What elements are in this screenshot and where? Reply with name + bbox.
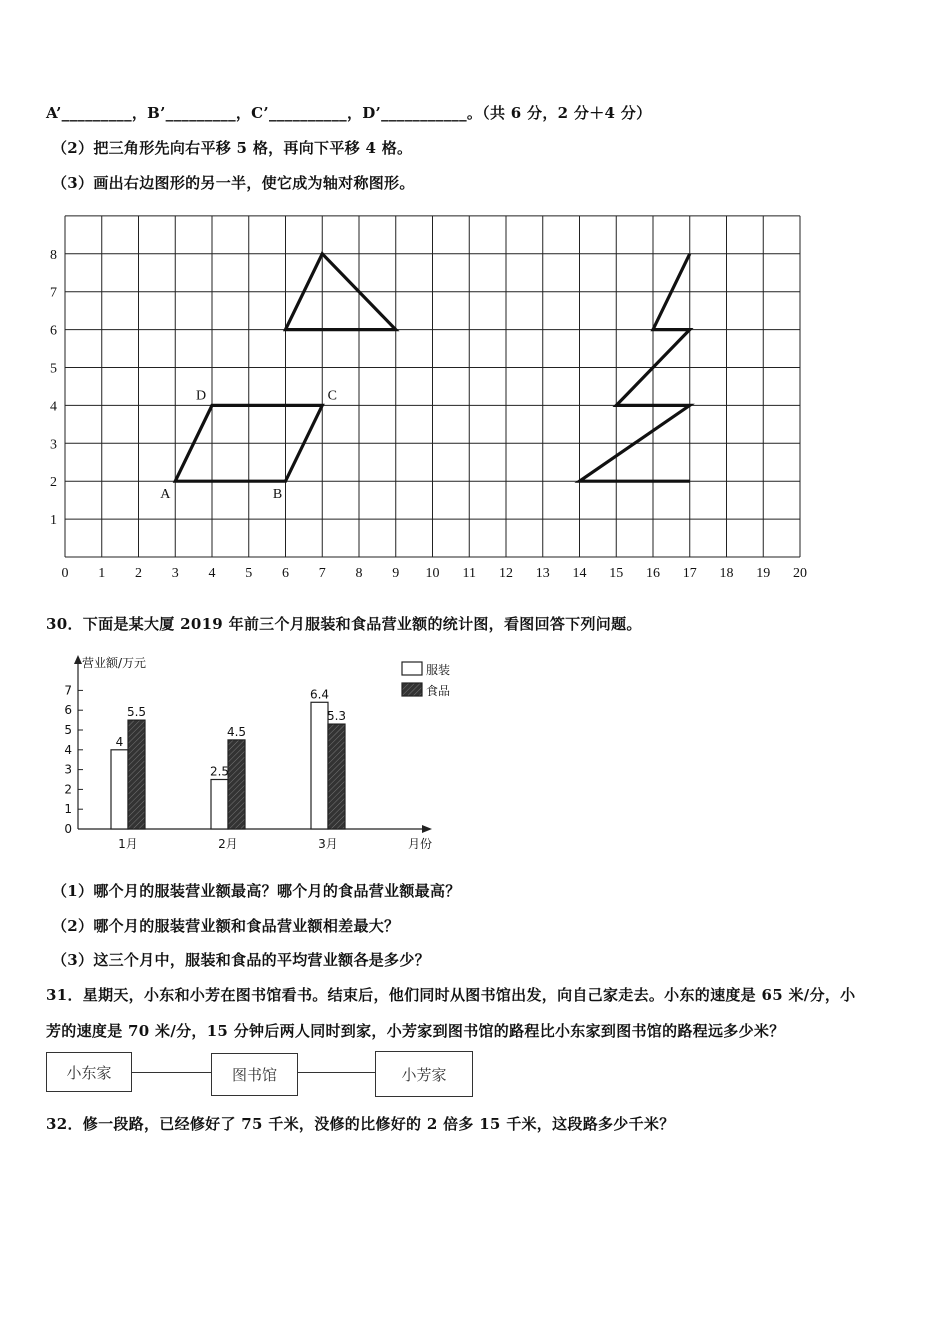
- y-tick-label: 2: [64, 782, 72, 797]
- q31-line1: 31．星期天，小东和小芳在图书馆看书。结束后，他们同时从图书馆出发，向自己家走去。小东的速度是 65 米/分，小: [46, 986, 856, 1004]
- x-tick-label: 6: [282, 566, 289, 581]
- x-axis-label: 月份: [408, 837, 433, 851]
- bar-label-food: 5.3: [326, 709, 347, 724]
- y-tick-label: 2: [50, 475, 57, 491]
- bar-clothing: [111, 750, 128, 829]
- y-tick-label: 6: [50, 323, 57, 339]
- legend-label-food: 食品: [426, 684, 451, 698]
- point-label-d: D: [195, 388, 207, 404]
- q32-line: 32．修一段路，已经修好了 75 千米，没修的比修好的 2 倍多 15 千米，这段路多少千米？: [46, 1115, 675, 1133]
- x-tick-label: 1: [98, 566, 106, 581]
- q30-sub3: （3）这三个月中，服装和食品的平均营业额各是多少？: [52, 951, 430, 969]
- bar-label-clothing: 4: [115, 734, 124, 749]
- y-tick-label: 7: [64, 683, 72, 698]
- y-tick-label: 1: [64, 802, 72, 817]
- x-tick-label: 18: [719, 566, 734, 581]
- y-tick-label: 4: [50, 399, 57, 415]
- bar-clothing: [211, 780, 228, 830]
- x-tick-label: 13: [535, 566, 550, 581]
- category-label: 1月: [118, 837, 138, 851]
- y-tick-label: 7: [50, 285, 57, 301]
- y-tick-label: 1: [50, 513, 57, 529]
- x-tick-label: 10: [425, 566, 440, 581]
- point-label-a: A: [160, 487, 171, 503]
- q30-sub1: （1）哪个月的服装营业额最高？哪个月的食品营业额最高？: [52, 882, 461, 900]
- legend-label-clothing: 服装: [426, 663, 451, 677]
- category-label: 3月: [318, 837, 338, 851]
- bar-label-food: 5.5: [126, 705, 147, 720]
- x-tick-label: 0: [61, 566, 69, 581]
- legend-swatch-food: [402, 683, 422, 696]
- y-tick-label: 4: [64, 742, 72, 757]
- x-tick-label: 2: [135, 566, 142, 581]
- q30-title: 30．下面是某大厦 2019 年前三个月服装和食品营业额的统计图，看图回答下列问题。: [46, 615, 642, 633]
- x-tick-label: 4: [208, 566, 216, 581]
- x-tick-label: 5: [245, 566, 253, 581]
- y-tick-label: 5: [50, 361, 57, 377]
- y-tick-label: 3: [64, 762, 72, 777]
- bar-label-food: 4.5: [226, 724, 247, 739]
- q30-sub2: （2）哪个月的服装营业额和食品营业额相差最大？: [52, 917, 400, 935]
- bar-clothing: [311, 702, 328, 829]
- q29-sub3: （3）画出右边图形的另一半，使它成为轴对称图形。: [52, 174, 415, 192]
- category-label: 2月: [218, 837, 238, 851]
- x-tick-label: 17: [682, 566, 697, 581]
- x-tick-label: 19: [756, 566, 771, 581]
- q29-answer-line: A’_________，B’_________，C’__________，D’___________。（共 6 分，2 分＋4 分）: [46, 104, 652, 122]
- route-connector-2: [296, 1072, 376, 1073]
- q31-line2: 芳的速度是 70 米/分，15 分钟后两人同时到家，小芳家到图书馆的路程比小东家到图书馆的路程远多少米？: [46, 1022, 785, 1040]
- x-tick-label: 3: [171, 566, 179, 581]
- x-tick-label: 11: [462, 566, 476, 581]
- x-tick-label: 14: [572, 566, 587, 581]
- bar-label-clothing: 2.5: [209, 764, 230, 779]
- q29-sub2: （2）把三角形先向右平移 5 格，再向下平移 4 格。: [52, 139, 413, 157]
- x-tick-label: 16: [646, 566, 660, 581]
- bar-food: [128, 720, 145, 829]
- point-label-b: B: [272, 487, 283, 503]
- y-axis-arrow: [74, 655, 82, 664]
- legend-swatch-clothing: [402, 662, 422, 675]
- point-label-c: C: [327, 388, 337, 404]
- xiaodong-home-box: 小东家: [46, 1052, 132, 1092]
- xiaofang-home-box: 小芳家: [375, 1051, 473, 1097]
- bar-food: [328, 724, 345, 829]
- bar-food: [228, 740, 245, 829]
- x-axis-arrow: [422, 825, 432, 833]
- x-tick-label: 12: [499, 566, 513, 581]
- y-tick-label: 6: [64, 703, 72, 718]
- y-tick-label: 3: [50, 437, 57, 453]
- y-tick-label: 0: [64, 822, 72, 836]
- y-axis-label: 营业额/万元: [82, 656, 147, 670]
- x-tick-label: 7: [318, 566, 326, 581]
- x-tick-label: 8: [355, 566, 363, 581]
- x-tick-label: 9: [392, 566, 400, 581]
- x-tick-label: 15: [609, 566, 624, 581]
- x-tick-label: 20: [793, 566, 807, 581]
- bar-label-clothing: 6.4: [309, 687, 330, 702]
- y-tick-label: 8: [50, 247, 57, 263]
- route-connector-1: [130, 1072, 212, 1073]
- library-box: 图书馆: [211, 1053, 298, 1096]
- y-tick-label: 5: [64, 723, 72, 737]
